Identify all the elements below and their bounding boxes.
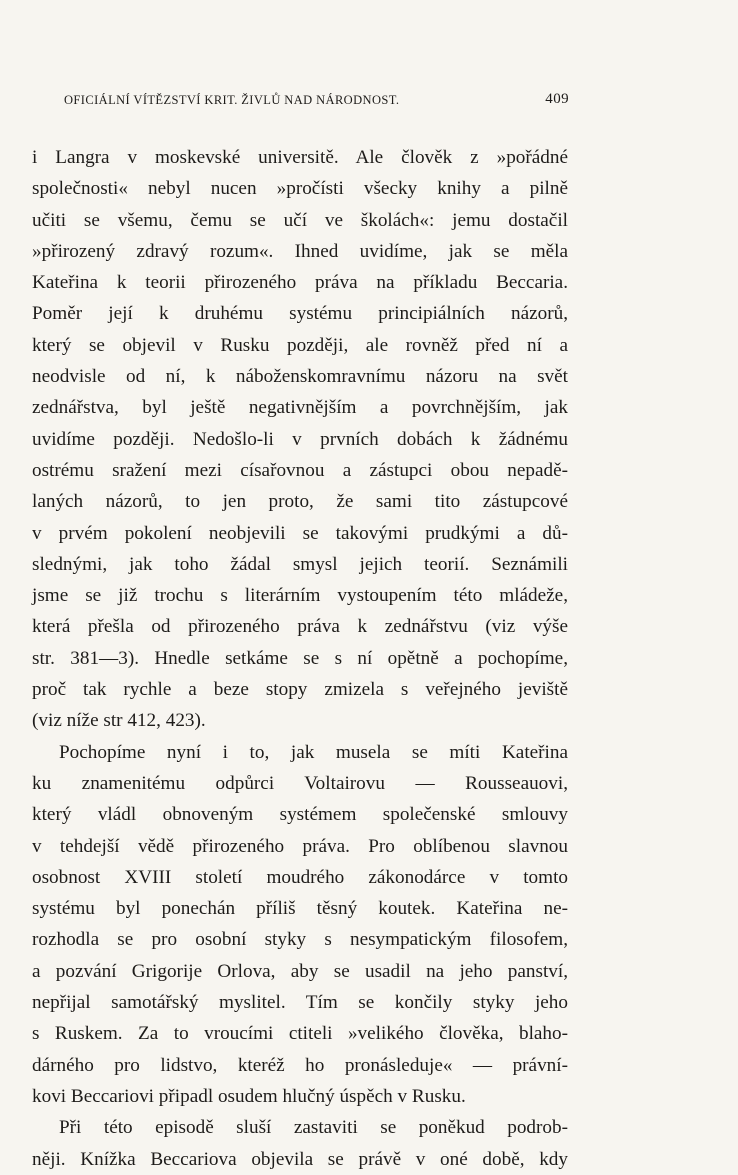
text-line: slednými, jak toho žádal smysl jejich teorií. Seznámili xyxy=(32,553,568,575)
paragraph-1 xyxy=(32,142,568,737)
text-line: laných názorů, to jen proto, že sami tito zástupcové xyxy=(32,491,568,513)
text-line: Kateřina k teorii přirozeného práva na příkladu Beccaria. xyxy=(32,272,568,294)
text-line: dárného pro lidstvo, kteréž ho pronásleduje« — právní- xyxy=(32,1054,568,1076)
text-line: systému byl ponechán příliš těsný koutek. Kateřina ne- xyxy=(32,898,568,920)
body-text xyxy=(32,142,568,1175)
text-line: něji. Knížka Beccariova objevila se právě v oné době, kdy xyxy=(32,1148,568,1170)
text-line: (viz níže str 412, 423). xyxy=(32,710,206,732)
text-line: která přešla od přirozeného práva k zednářstvu (viz výše xyxy=(32,616,568,638)
text-line: uvidíme později. Nedošlo-li v prvních dobách k žádnému xyxy=(32,428,568,450)
text-line: Pochopíme nyní i to, jak musela se míti Kateřina xyxy=(59,741,568,763)
text-line: který vládl obnoveným systémem společenské smlouvy xyxy=(32,804,568,826)
text-line: kovi Beccariovi připadl osudem hlučný úspěch v Rusku. xyxy=(32,1085,466,1107)
text-line: proč tak rychle a beze stopy zmizela s veřejného jeviště xyxy=(32,679,568,701)
paragraph-2 xyxy=(32,737,568,1113)
text-line: str. 381—3). Hnedle setkáme se s ní opětně a pochopíme, xyxy=(32,647,568,669)
text-line: nepřijal samotářský myslitel. Tím se končily styky jeho xyxy=(32,992,568,1014)
text-line: učiti se všemu, čemu se učí ve školách«: jemu dostačil xyxy=(32,209,568,231)
text-line: ku znamenitému odpůrci Voltairovu — Rousseauovi, xyxy=(32,772,568,794)
text-line: společnosti« nebyl nucen »pročísti všecky knihy a pilně xyxy=(32,178,568,200)
text-line: který se objevil v Rusku později, ale rovněž před ní a xyxy=(32,334,568,356)
running-head xyxy=(64,93,569,113)
text-line: rozhodla se pro osobní styky s nesympatickým filosofem, xyxy=(32,929,568,951)
text-line: osobnost XVIII století moudrého zákonodárce v tomto xyxy=(32,866,568,888)
text-line: zednářstva, byl ještě negativnějším a povrchnějším, jak xyxy=(32,397,568,419)
text-line: Při této episodě sluší zastaviti se poněkud podrob- xyxy=(59,1117,568,1139)
text-line: ostrému sražení mezi císařovnou a zástupci obou nepadě- xyxy=(32,459,568,481)
text-line: s Ruskem. Za to vroucími ctiteli »velikého člověka, blaho- xyxy=(32,1023,568,1045)
text-line: jsme se již trochu s literárním vystoupením této mládeže, xyxy=(32,585,568,607)
text-line: neodvisle od ní, k náboženskomravnímu názoru na svět xyxy=(32,366,568,388)
text-line: i Langra v moskevské universitě. Ale člověk z »pořádné xyxy=(32,147,568,168)
text-line: Poměr její k druhému systému principiálních názorů, xyxy=(32,303,568,325)
running-title: OFICIÁLNÍ VÍTĚZSTVÍ KRIT. ŽIVLŮ NAD NÁRODNOST. xyxy=(64,93,400,107)
page-number: 409 xyxy=(545,91,569,107)
text-line: a pozvání Grigorije Orlova, aby se usadil na jeho panství, xyxy=(32,960,568,982)
text-line: v tehdejší vědě přirozeného práva. Pro oblíbenou slavnou xyxy=(32,835,568,857)
text-line: v prvém pokolení neobjevili se takovými prudkými a dů- xyxy=(32,522,568,544)
text-line: »přirozený zdravý rozum«. Ihned uvidíme, jak se měla xyxy=(32,240,568,262)
